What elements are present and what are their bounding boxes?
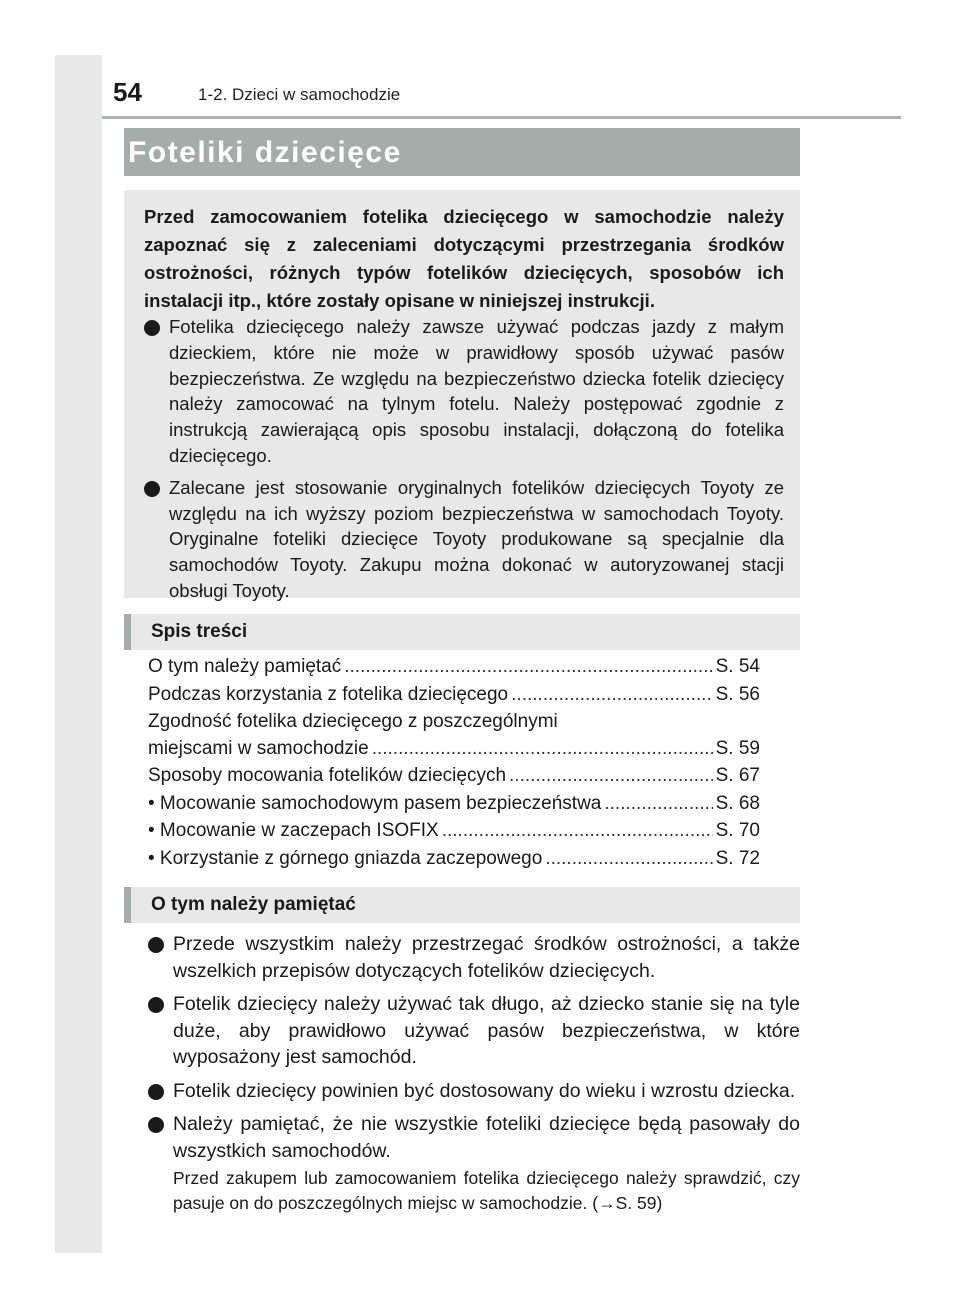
page-margin-strip xyxy=(55,55,102,1253)
intro-bullet-text: Fotelika dziecięcego należy zawsze używać podczas jazdy z małym dzieckiem, które nie może w prawidłowy sposób używać pasów bezpieczeństwa. Ze względu na bezpieczeństwo dziecka fotelik dziecięcy należy zamocować na tylnym fotelu. Należy postępować zgodnie z instrukcją zawierającą opis sposobu instalacji, dołączoną do fotelika dziecięcego. xyxy=(169,316,784,466)
toc-entry-page: S. 54 xyxy=(715,656,760,677)
toc-entry-page: S. 59 xyxy=(715,737,760,759)
bullet-dot-icon xyxy=(144,481,160,497)
toc-leader-dots xyxy=(372,736,713,763)
intro-lead: Przed zamocowaniem fotelika dziecięcego w samochodzie należy zapoznać się z zaleceniami dotyczącymi przestrzegania środków ostrożności, różnych typów fotelików dziecięcych, sposobów ich instalacji itp., które zostały opisane w niniejszej instrukcji. xyxy=(144,206,784,311)
intro-bullet-list xyxy=(144,314,784,610)
main-title: Foteliki dziecięce xyxy=(128,136,402,169)
toc-leader-dots xyxy=(442,818,713,845)
toc-entry-label: Podczas korzystania z fotelika dziecięcego xyxy=(148,683,509,705)
remember-bullet-text: Fotelik dziecięcy powinien być dostosowany do wieku i wzrostu dziecka. xyxy=(173,1079,796,1102)
toc-section-title: Spis treści xyxy=(151,621,248,642)
toc-entry-label-line2: miejscami w samochodzie xyxy=(148,737,369,759)
toc-entry[interactable] xyxy=(148,818,760,845)
remember-note: Przed zakupem lub zamocowaniem fotelika dziecięcego należy sprawdzić, czy pasuje on do poszczególnych miejsc w samochodzie. (→S. 59) xyxy=(173,1168,800,1213)
remember-bullet xyxy=(148,991,800,1071)
remember-bullet xyxy=(148,1111,800,1216)
toc-entry[interactable] xyxy=(148,709,760,762)
toc-entry-label: • Mocowanie samochodowym pasem bezpieczeństwa xyxy=(148,792,602,814)
intro-bullet-text: Zalecane jest stosowanie oryginalnych fotelików dziecięcych Toyoty ze względu na ich wyższy poziom bezpieczeństwa w samochodach Toyoty. Oryginalne foteliki dziecięce Toyoty produkowane są specjalnie dla samochodów Toyoty. Zakupu można dokonać w autoryzowanej stacji obsługi Toyoty. xyxy=(169,476,784,601)
toc-entry-label: Sposoby mocowania fotelików dziecięcych xyxy=(148,765,507,786)
remember-bullet xyxy=(148,1078,800,1105)
remember-bullet xyxy=(148,931,800,984)
remember-section-title: O tym należy pamiętać xyxy=(151,894,356,915)
toc-entry[interactable] xyxy=(148,654,760,681)
toc-entry[interactable] xyxy=(148,682,760,709)
toc-entry[interactable] xyxy=(148,763,760,790)
remember-bullet-text: Należy pamiętać, że nie wszystkie foteliki dziecięce będą pasowały do wszystkich samochodów. xyxy=(173,1113,800,1162)
toc-entry-page: S. 56 xyxy=(715,683,760,705)
bullet-dot-icon xyxy=(148,1117,164,1133)
toc-entry-page: S. 70 xyxy=(715,820,760,841)
bullet-dot-icon xyxy=(148,1084,164,1100)
bullet-dot-icon xyxy=(148,937,164,953)
toc-leader-dots xyxy=(509,763,713,790)
toc-entry-label: • Korzystanie z górnego gniazda zaczepowego xyxy=(148,847,543,869)
toc-entry-page: S. 72 xyxy=(715,847,760,869)
chapter-title: 1-2. Dzieci w samochodzie xyxy=(198,85,401,104)
toc-entry-label: O tym należy pamiętać xyxy=(148,656,342,677)
toc-leader-dots xyxy=(511,682,712,709)
toc-section-header xyxy=(124,614,800,650)
table-of-contents xyxy=(148,654,760,873)
page-number: 54 xyxy=(113,77,142,107)
toc-leader-dots xyxy=(344,654,712,681)
intro-bullet xyxy=(144,475,784,604)
toc-leader-dots xyxy=(604,791,712,818)
header-rule xyxy=(102,116,901,119)
toc-entry[interactable] xyxy=(148,846,760,873)
remember-bullet-text: Przede wszystkim należy przestrzegać środków ostrożności, a także wszelkich przepisów dotyczących fotelików dziecięcych. xyxy=(173,933,800,982)
toc-leader-dots xyxy=(545,846,712,873)
remember-bullet-list xyxy=(148,931,800,1223)
bullet-dot-icon xyxy=(144,320,160,336)
remember-bullet-text: Fotelik dziecięcy należy używać tak długo, aż dziecko stanie się na tyle duże, aby prawidłowo używać pasów bezpieczeństwa, w które wyposażony jest samochód. xyxy=(173,993,800,1068)
intro-bullet xyxy=(144,314,784,469)
toc-entry-label-line1: Zgodność fotelika dziecięcego z poszczególnymi xyxy=(148,711,558,732)
toc-entry-page: S. 67 xyxy=(715,765,760,786)
toc-entry-page: S. 68 xyxy=(715,792,760,814)
toc-entry[interactable] xyxy=(148,791,760,818)
toc-entry-label: • Mocowanie w zaczepach ISOFIX xyxy=(148,820,439,841)
remember-section-header xyxy=(124,887,800,923)
bullet-dot-icon xyxy=(148,997,164,1013)
